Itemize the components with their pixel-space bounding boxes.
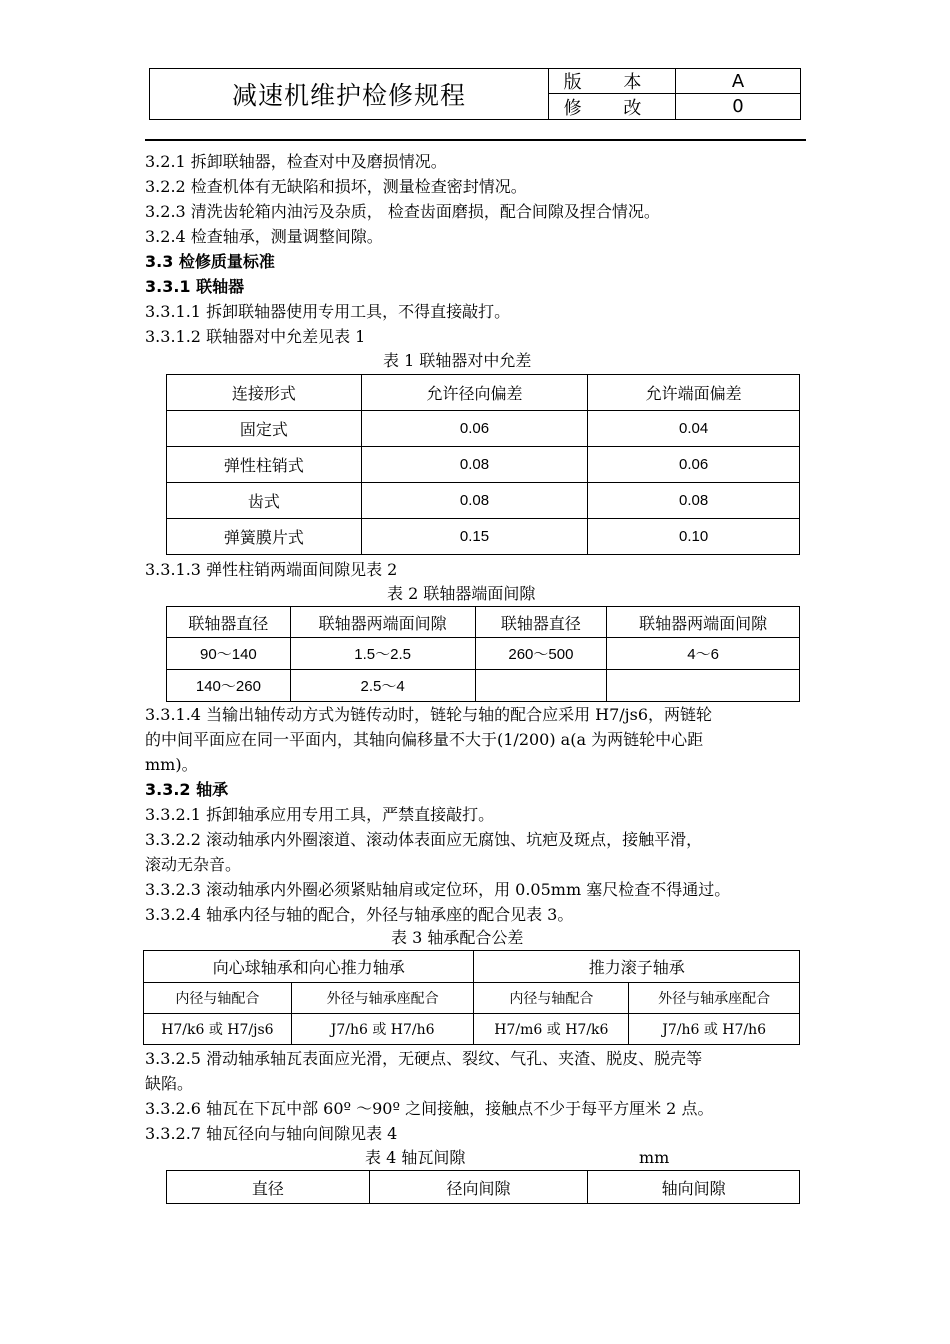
table-row (167, 483, 800, 519)
table1-cell: 齿式 (167, 483, 362, 519)
paragraph-3-3-2-1: 3.3.2.1 拆卸轴承应用专用工具，严禁直接敲打。 (145, 805, 495, 824)
table1-header: 允许端面偏差 (588, 375, 800, 411)
paragraph-3-3-2-7: 3.3.2.7 轴瓦径向与轴向间隙见表 4 (145, 1124, 398, 1143)
table4-header: 径向间隙 (369, 1171, 588, 1204)
table2-header: 联轴器两端面间隙 (290, 607, 475, 638)
table1-cell: 0.15 (361, 519, 588, 555)
paragraph-3-3-1-1: 3.3.1.1 拆卸联轴器使用专用工具，不得直接敲打。 (145, 302, 511, 321)
table3-header: 内径与轴配合 (144, 983, 292, 1014)
table1-cell: 0.04 (588, 411, 800, 447)
paragraph-3-3-1-2: 3.3.1.2 联轴器对中允差见表 1 (145, 327, 366, 346)
version-value: A (676, 69, 800, 94)
paragraph-3-3-2-2-b: 滚动无杂音。 (145, 855, 242, 874)
paragraph-3-3-2-3: 3.3.2.3 滚动轴承内外圈必须紧贴轴肩或定位环，用 0.05mm 塞尺检查不得通过。 (145, 880, 731, 899)
table-row (167, 411, 800, 447)
table1-cell: 0.08 (588, 483, 800, 519)
table2 (166, 606, 800, 702)
paragraph-3-3-1-3: 3.3.1.3 弹性柱销两端面间隙见表 2 (145, 560, 398, 579)
table1-cell: 0.08 (361, 447, 588, 483)
table-row (144, 1014, 800, 1045)
table2-cell (475, 670, 607, 702)
table2-cell: 90～140 (167, 638, 291, 670)
table-row (167, 607, 800, 638)
table-row (167, 375, 800, 411)
paragraph-3-3-2-6: 3.3.2.6 轴瓦在下瓦中部 60º ～90º 之间接触，接触点不少于每平方厘米 2 点。 (145, 1099, 714, 1118)
table-row (144, 983, 800, 1014)
table4-caption: 表 4 轴瓦间隙 (365, 1148, 466, 1167)
table-row (167, 638, 800, 670)
table3 (143, 950, 800, 1045)
paragraph-3-3-2-5-b: 缺陷。 (145, 1074, 194, 1093)
table3-cell: H7/m6 或 H7/k6 (474, 1014, 629, 1045)
table3-group-header: 推力滚子轴承 (474, 951, 800, 983)
table2-cell: 1.5～2.5 (290, 638, 475, 670)
table1-cell: 0.08 (361, 483, 588, 519)
table2-cell: 260～500 (475, 638, 607, 670)
table2-header: 联轴器直径 (475, 607, 607, 638)
table2-cell: 2.5～4 (290, 670, 475, 702)
table1-header: 允许径向偏差 (361, 375, 588, 411)
heading-3-3-2: 3.3.2 轴承 (145, 780, 229, 799)
table2-cell: 4～6 (607, 638, 800, 670)
table1-cell: 0.06 (588, 447, 800, 483)
version-label: 版 本 (548, 69, 676, 94)
table1-cell: 固定式 (167, 411, 362, 447)
table4 (166, 1170, 800, 1204)
paragraph-3-3-1-4-a: 3.3.1.4 当输出轴传动方式为链传动时，链轮与轴的配合应采用 H7/js6，两链轮 (145, 705, 713, 724)
table-row (167, 670, 800, 702)
paragraph-3-3-2-4: 3.3.2.4 轴承内径与轴的配合，外径与轴承座的配合见表 3。 (145, 905, 574, 924)
table3-cell: H7/k6 或 H7/js6 (144, 1014, 292, 1045)
table2-caption: 表 2 联轴器端面间隙 (387, 584, 536, 603)
paragraph-3-3-1-4-b: 的中间平面应在同一平面内，其轴向偏移量不大于(1/200) a(a 为两链轮中心距 (145, 730, 704, 749)
table-row (144, 951, 800, 983)
table3-cell: J7/h6 或 H7/h6 (629, 1014, 800, 1045)
table1 (166, 374, 800, 555)
table3-header: 外径与轴承座配合 (291, 983, 474, 1014)
table-row (167, 447, 800, 483)
table1-cell: 0.06 (361, 411, 588, 447)
document-title: 减速机维护检修规程 (150, 69, 549, 119)
table4-header: 直径 (167, 1171, 370, 1204)
header-divider (145, 139, 806, 141)
table-row (167, 519, 800, 555)
paragraph-3-2-2: 3.2.2 检查机体有无缺陷和损坏，测量检查密封情况。 (145, 177, 527, 196)
table3-header: 内径与轴配合 (474, 983, 629, 1014)
table4-header: 轴向间隙 (588, 1171, 800, 1204)
heading-3-3: 3.3 检修质量标准 (145, 252, 275, 271)
heading-3-3-1: 3.3.1 联轴器 (145, 277, 245, 296)
table3-group-header: 向心球轴承和向心推力轴承 (144, 951, 474, 983)
table2-cell (607, 670, 800, 702)
paragraph-3-2-4: 3.2.4 检查轴承，测量调整间隙。 (145, 227, 383, 246)
document-header (149, 68, 801, 120)
paragraph-3-2-3: 3.2.3 清洗齿轮箱内油污及杂质， 检查齿面磨损，配合间隙及捏合情况。 (145, 202, 660, 221)
revision-label: 修 改 (548, 94, 676, 119)
revision-value: 0 (732, 96, 744, 117)
table3-caption: 表 3 轴承配合公差 (391, 928, 524, 947)
table1-cell: 0.10 (588, 519, 800, 555)
paragraph-3-3-2-2-a: 3.3.2.2 滚动轴承内外圈滚道、滚动体表面应无腐蚀、坑疤及斑点，接触平滑， (145, 830, 703, 849)
table2-header: 联轴器直径 (167, 607, 291, 638)
table4-unit: mm (639, 1148, 670, 1167)
paragraph-3-3-1-4-c: mm)。 (145, 755, 198, 774)
table3-header: 外径与轴承座配合 (629, 983, 800, 1014)
table1-cell: 弹簧膜片式 (167, 519, 362, 555)
table1-cell: 弹性柱销式 (167, 447, 362, 483)
table3-cell: J7/h6 或 H7/h6 (291, 1014, 474, 1045)
table2-cell: 140～260 (167, 670, 291, 702)
table2-header: 联轴器两端面间隙 (607, 607, 800, 638)
table-row (167, 1171, 800, 1204)
table1-caption: 表 1 联轴器对中允差 (383, 351, 532, 370)
paragraph-3-3-2-5-a: 3.3.2.5 滑动轴承轴瓦表面应光滑，无硬点、裂纹、气孔、夹渣、脱皮、脱壳等 (145, 1049, 703, 1068)
paragraph-3-2-1: 3.2.1 拆卸联轴器，检查对中及磨损情况。 (145, 152, 447, 171)
table1-header: 连接形式 (167, 375, 362, 411)
